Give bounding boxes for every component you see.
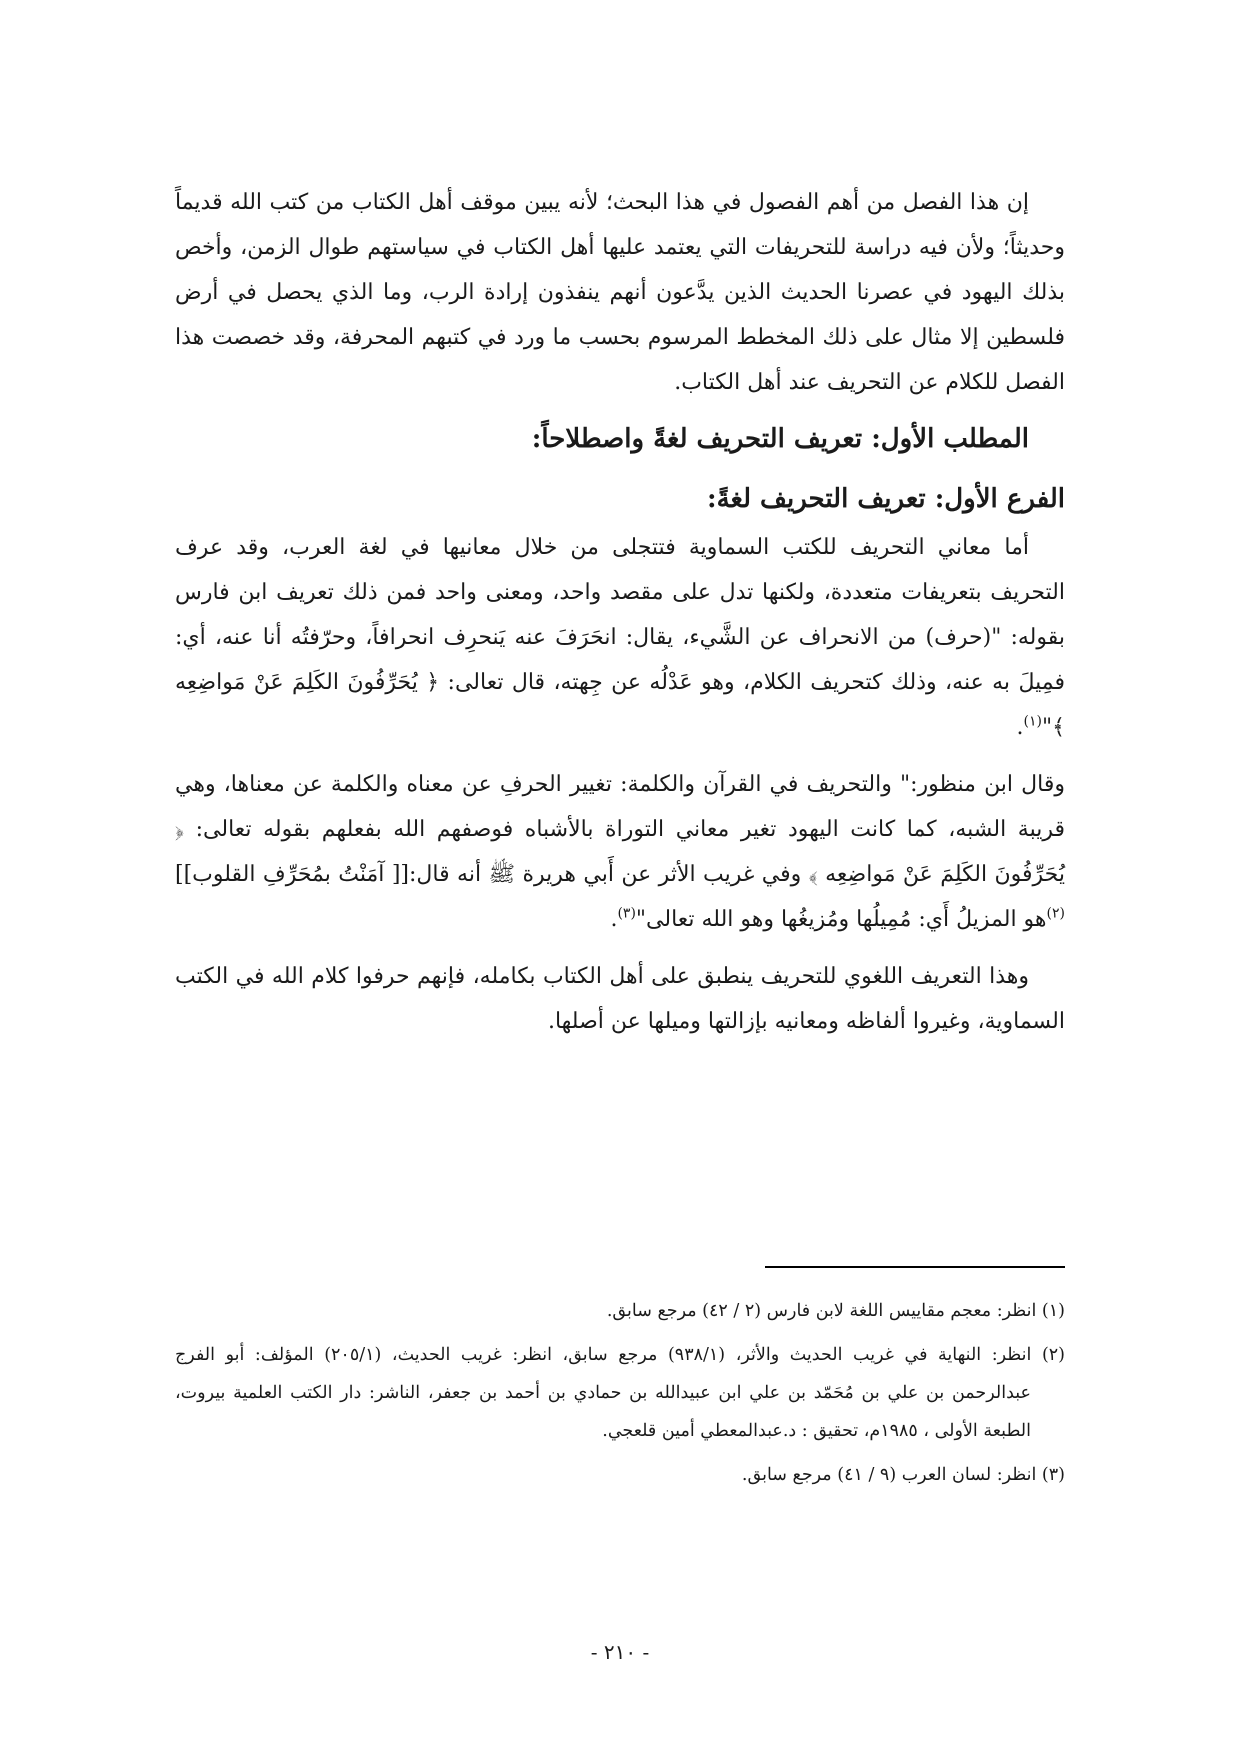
intro-paragraph: إن هذا الفصل من أهم الفصول في هذا البحث؛ لأنه يبين موقف أهل الكتاب من كتب الله قديماً وحديثاً؛ ولأن فيه دراسة للتحريفات التي يعتمد عليها أهل الكتاب في سياستهم طوال الزمن، وأخص بذلك اليهود في عصرنا الحديث الذين يدَّعون أنهم ينفذون إرادة الرب، وما الذي يحصل في أرض فلسطين إلا مثال على ذلك المخطط المرسوم بحسب ما ورد في كتبهم المحرفة، وقد خصصت هذا الفصل للكلام عن التحريف عند أهل الكتاب. [175,190,1065,395]
footnotes [175,1292,1065,1500]
footnote-2: (٢) انظر: النهاية في غريب الحديث والأثر، (٩٣٨/١) مرجع سابق، انظر: غريب الحديث، (٢٠٥/١) المؤلف: أبو الفرج عبدالرحمن بن علي بن مُحَمّد بن علي ابن عبيدالله بن حمادي بن أحمد بن جعفر، الناشر: دار الكتب العلمية بيروت، الطبعة الأولى ، ١٩٨٥م، تحقيق : د.عبدالمعطي أمين قلعجي. [175,1345,1065,1441]
manzur-paragraph: وقال ابن منظور:" والتحريف في القرآن والكلمة: تغيير الحرفِ عن معناه والكلمة عن معناها، وهي قريبة الشبه، كما كانت اليهود تغير معاني التوراة بالأشباه فوصفهم الله بفعلهم بقوله تعالى: ﴿ يُحَرِّفُونَ الكَلِمَ عَنْ مَواضِعِه ﴾ وفي غريب الأثر عن أَبي هريرة ﷺ أنه قال:[[ آمَنْتُ بمُحَرِّفِ القلوب]]$^{(٢)}$هو المزيلُ أَي: مُمِيلُها ومُزيغُها وهو الله تعالى"$^{(٣)}$. [175,772,1065,932]
lexicon-paragraph: أما معاني التحريف للكتب السماوية فتتجلى من خلال معانيها في لغة العرب، وقد عرف التحريف بتعريفات متعددة، ولكنها تدل على مقصد واحد، ومعنى واحد فمن ذلك تعريف ابن فارس بقوله: "(حرف) من الانحراف عن الشَّيء، يقال: انحَرَفَ عنه يَنحرِف انحرافاً، وحرّفتُه أنا عنه، أي: فمِيلَ به عنه، وذلك كتحريف الكلام، وهو عَدْلُه عن جِهته، قال تعالى: ﴿ يُحَرِّفُونَ الكَلِمَ عَنْ مَواضِعِه ﴾"$^{(١)}$. [175,535,1065,740]
manzur-text-part2: هو المزيلُ أَي: مُمِيلُها ومُزيغُها وهو الله تعالى" [635,907,1047,932]
branch-heading: الفرع الأول: تعريف التحريف لغةً: [706,484,1065,514]
manzur-text-part1: وقال ابن منظور:" والتحريف في القرآن والكلمة: تغيير الحرفِ عن معناه والكلمة عن معناها، وهي قريبة الشبه، كما كانت اليهود تغير معاني التوراة بالأشباه فوصفهم الله بفعلهم بقوله تعالى: ﴿ يُحَرِّفُونَ الكَلِمَ عَنْ مَواضِعِه ﴾ وفي غريب الأثر عن أَبي هريرة ﷺ أنه قال:[[ آمَنْتُ بمُحَرِّفِ القلوب]] [175,772,1065,887]
footnote-ref-2[interactable]: (٢) [1046,905,1065,922]
footnote-1: (١) انظر: معجم مقاييس اللغة لابن فارس (٢ / ٤٢) مرجع سابق. [606,1301,1065,1321]
section-heading: المطلب الأول: تعريف التحريف لغةً واصطلاحاً: [531,424,1029,454]
footnote-3: (٣) انظر: لسان العرب (٩ / ٤١) مرجع سابق. [741,1465,1065,1485]
page-number: - ٢١٠ - [590,1640,650,1664]
lexicon-text: أما معاني التحريف للكتب السماوية فتتجلى من خلال معانيها في لغة العرب، وقد عرف التحريف بتعريفات متعددة، ولكنها تدل على مقصد واحد، ومعنى واحد فمن ذلك تعريف ابن فارس بقوله: "(حرف) من الانحراف عن الشَّيء، يقال: انحَرَفَ عنه يَنحرِف انحرافاً، وحرّفتُه أنا عنه، أي: فمِيلَ به عنه، وذلك كتحريف الكلام، وهو عَدْلُه عن جِهته، قال تعالى: ﴿ يُحَرِّفُونَ الكَلِمَ عَنْ مَواضِعِه ﴾" [175,535,1065,740]
footnote-separator [765,1266,1065,1268]
main-text [175,180,1065,1044]
footnote-ref-3[interactable]: (٣) [617,905,636,922]
conclusion-paragraph: وهذا التعريف اللغوي للتحريف ينطبق على أهل الكتاب بكامله، فإنهم حرفوا كلام الله في الكتب السماوية، وغيروا ألفاظه ومعانيه بإزالتها وميلها عن أصلها. [175,964,1065,1034]
footnote-ref-1[interactable]: (١) [1023,713,1042,730]
